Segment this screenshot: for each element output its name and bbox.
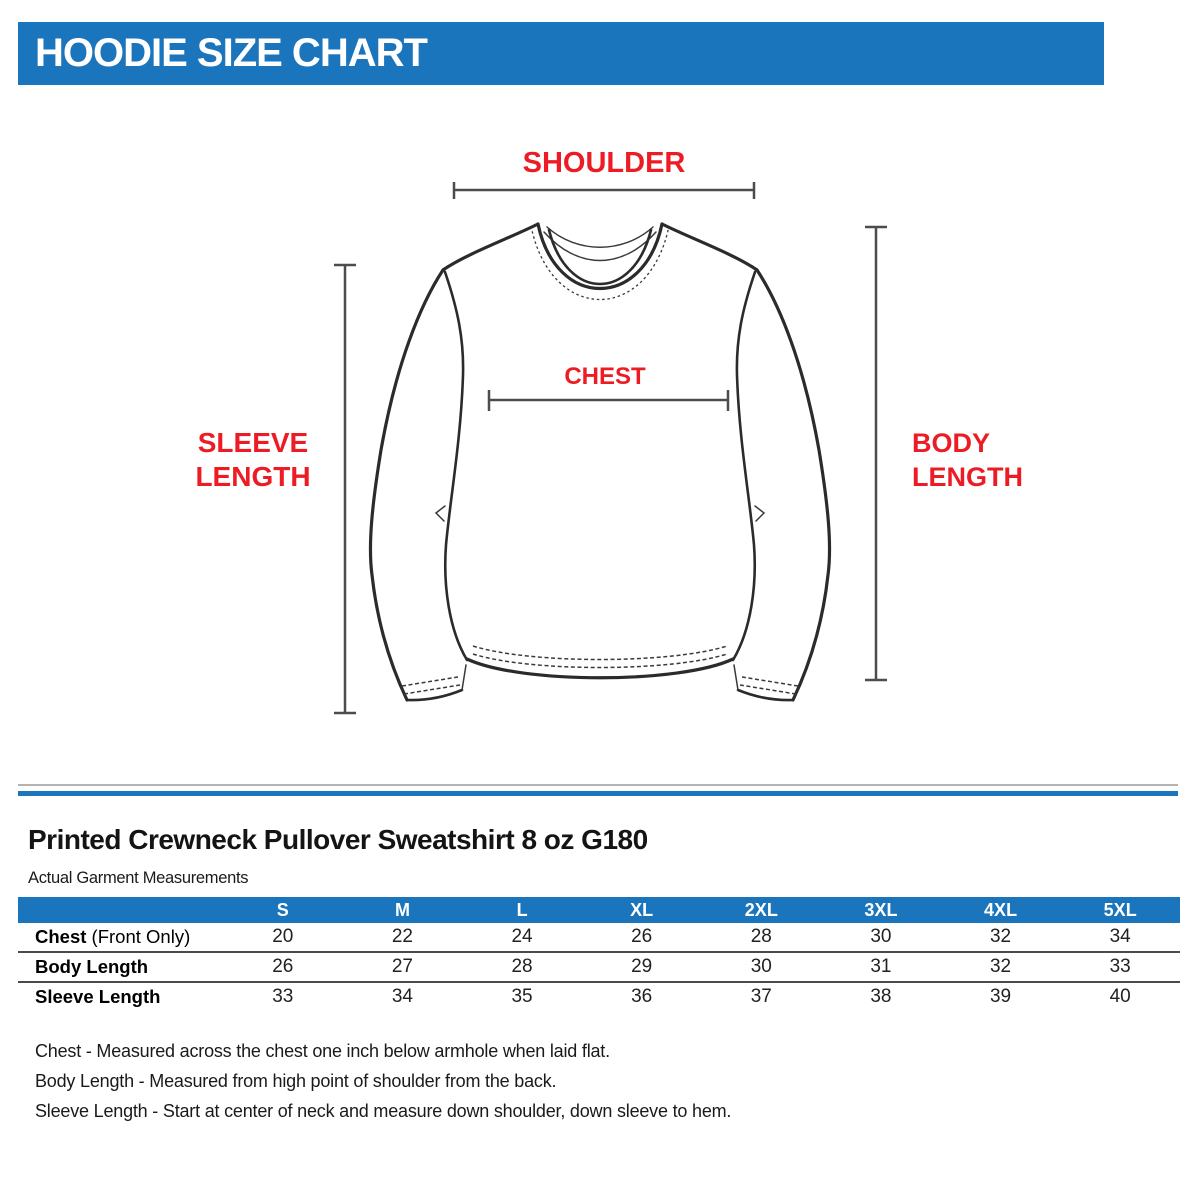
chest-value: 26 [631,926,653,947]
shoulder-measurement-line [454,182,754,199]
row-label-chest: Chest (Front Only) [35,926,191,947]
size-column-header: 4XL [941,897,1061,923]
sleeve-length-value: 35 [462,982,582,1011]
body-length-value: 30 [702,952,822,982]
left-sleeve [370,270,467,700]
page-title: HOODIE SIZE CHART [35,31,427,75]
table-row-chest [18,923,1180,952]
table-row-body-length [18,952,1180,982]
size-column-header: S [223,897,343,923]
body-length-value: 29 [582,952,702,982]
sleeve-length-value: 39 [941,982,1061,1011]
section-hairline [18,784,1178,786]
hem [467,646,733,678]
sleeve-length-value: 34 [343,982,463,1011]
body-length-value: 26 [223,952,343,982]
size-column-header: 2XL [702,897,822,923]
product-subtitle: Actual Garment Measurements [28,869,249,887]
body-length-value: 27 [343,952,463,982]
sleeve-length-value: 40 [1060,982,1180,1011]
note-sleeve-length: Sleeve Length - Start at center of neck and measure down shoulder, down sleeve to hem. [35,1101,732,1121]
row-label-sleeve-length: Sleeve Length [18,982,223,1011]
size-column-header: XL [582,897,702,923]
section-divider-bar [18,791,1178,796]
sleeve-length-value: 37 [702,982,822,1011]
body-length-label-line1: BODY [912,428,991,458]
sleeve-length-label-line2: LENGTH [195,461,311,492]
body-length-value: 32 [941,952,1061,982]
sleeve-length-label-line1: SLEEVE [197,427,309,458]
chest-value: 34 [1109,926,1131,947]
chest-value: 28 [750,926,772,947]
sleeve-length-value: 38 [821,982,941,1011]
chest-value: 22 [391,926,413,947]
size-column-header: M [343,897,463,923]
collar [531,224,669,300]
garment-outline [370,224,829,700]
size-column-header: 3XL [821,897,941,923]
chest-measurement-line [489,390,728,411]
size-table-header-row [18,897,1180,923]
size-table-corner-cell [18,897,223,923]
size-table [18,897,1180,1011]
measurement-notes [35,1036,731,1126]
product-title: Printed Crewneck Pullover Sweatshirt 8 oz G180 [28,824,648,855]
body-length-value: 33 [1060,952,1180,982]
size-column-header: L [462,897,582,923]
right-sleeve [733,270,830,700]
note-chest: Chest - Measured across the chest one inch below armhole when laid flat. [35,1041,610,1061]
chest-value: 30 [870,926,892,947]
body-length-value: 31 [821,952,941,982]
chest-value: 24 [511,926,533,947]
row-label-body-length: Body Length [18,952,223,982]
table-row-sleeve-length [18,982,1180,1011]
size-column-header: 5XL [1060,897,1180,923]
body-length-label-line2: LENGTH [912,462,1023,492]
body-length-measurement-line [865,227,887,680]
note-body-length: Body Length - Measured from high point of shoulder from the back. [35,1071,557,1091]
shoulder-label: SHOULDER [522,147,686,179]
sleeve-length-value: 33 [223,982,343,1011]
chest-label: CHEST [564,363,646,390]
sleeve-length-value: 36 [582,982,702,1011]
sleeve-length-measurement-line [334,265,356,713]
chest-value: 32 [989,926,1012,947]
chest-value: 20 [272,926,294,947]
body-length-value: 28 [462,952,582,982]
